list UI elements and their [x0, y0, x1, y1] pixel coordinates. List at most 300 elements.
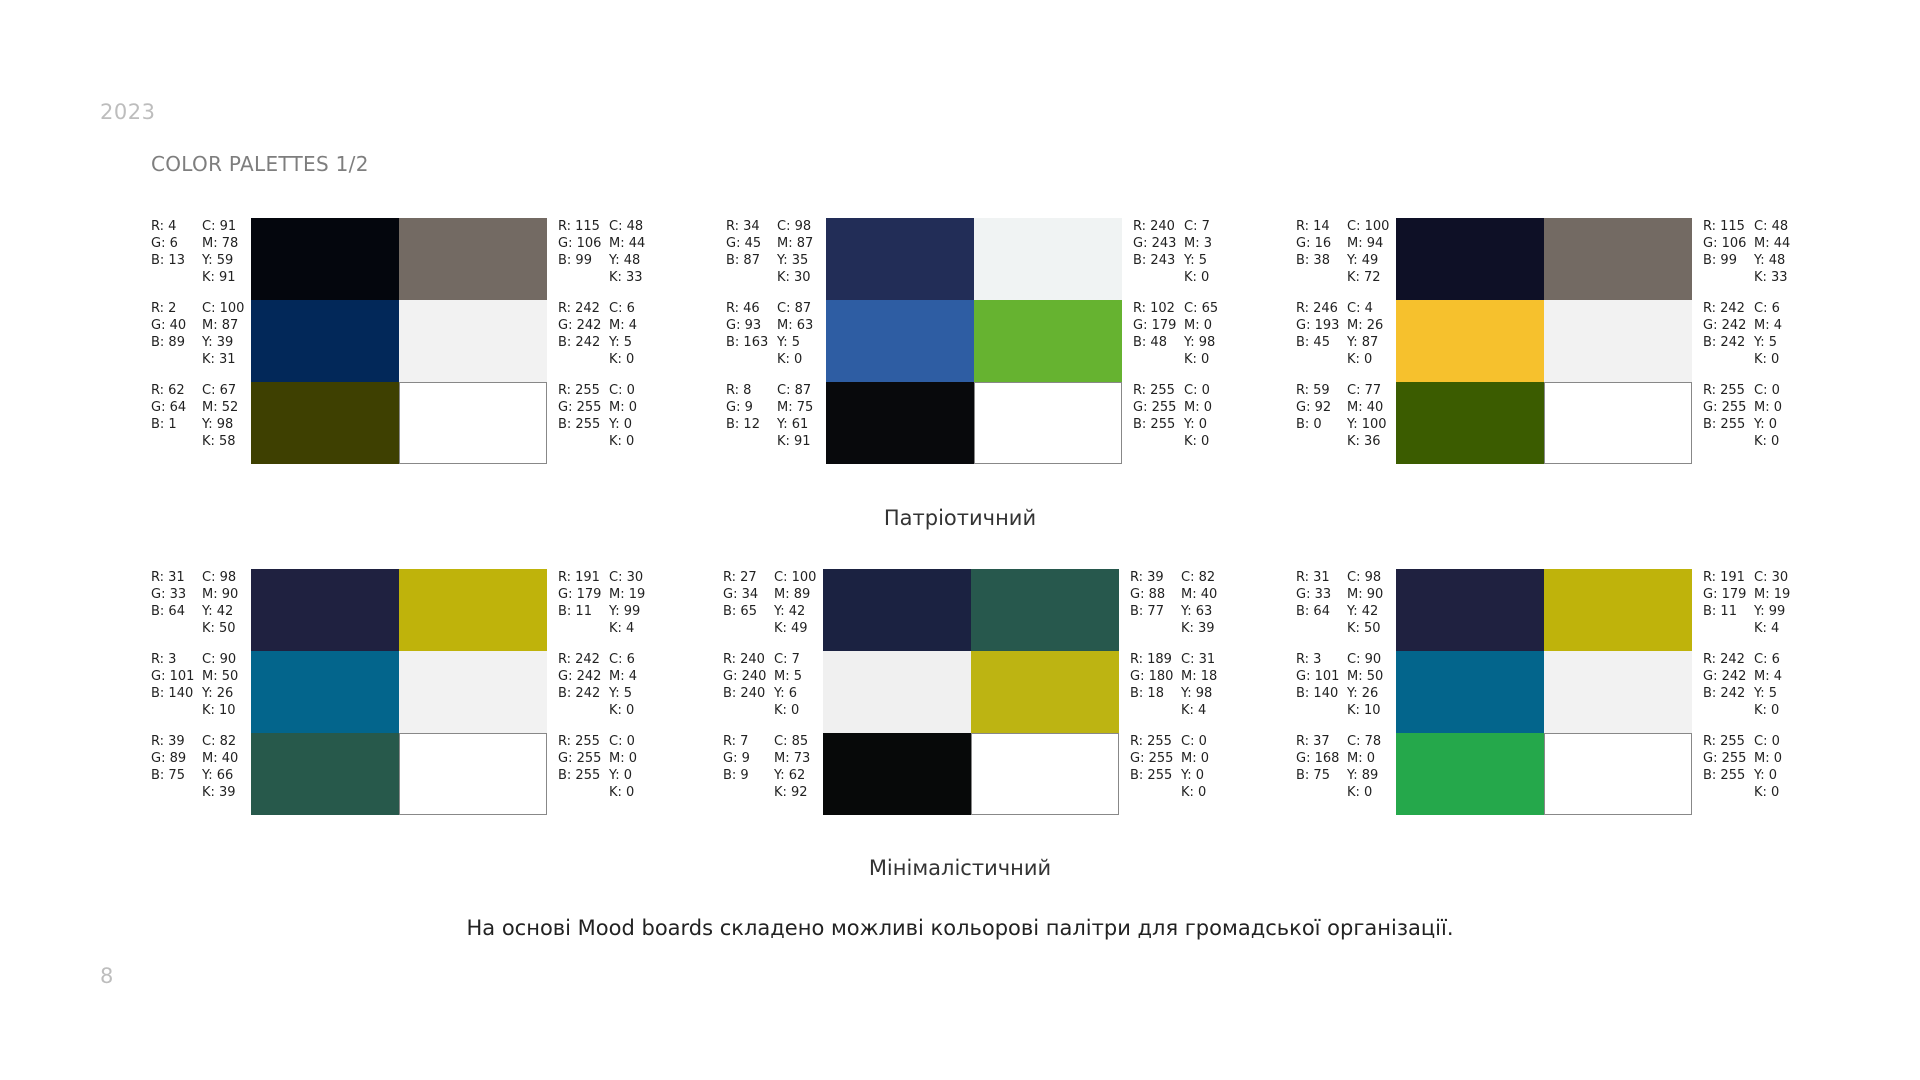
rgb-value: R: 255 [1703, 383, 1745, 398]
rgb-value: B: 89 [151, 335, 185, 350]
rgb-value: G: 93 [726, 318, 762, 333]
cmyk-value: Y: 87 [1347, 335, 1379, 350]
cmyk-values [1347, 651, 1383, 719]
cmyk-value: K: 10 [1347, 703, 1381, 718]
cmyk-value: K: 92 [774, 785, 808, 800]
rgb-value: B: 64 [1296, 604, 1330, 619]
cmyk-value: M: 0 [609, 751, 637, 766]
rgb-value: B: 255 [1130, 768, 1173, 783]
color-swatch [399, 382, 547, 464]
rgb-values [1703, 569, 1746, 620]
palette-4 [151, 569, 670, 817]
cmyk-values [774, 733, 810, 801]
cmyk-values [609, 218, 645, 286]
cmyk-value: K: 50 [202, 621, 236, 636]
rgb-value: B: 255 [558, 417, 601, 432]
cmyk-value: C: 6 [1754, 652, 1780, 667]
rgb-value: R: 46 [726, 301, 760, 316]
rgb-values [1703, 218, 1746, 269]
rgb-value: B: 240 [723, 686, 766, 701]
rgb-values [1703, 300, 1746, 351]
color-swatch [1396, 218, 1544, 300]
rgb-value: R: 255 [1703, 734, 1745, 749]
rgb-values [1133, 300, 1176, 351]
rgb-value: G: 106 [1703, 236, 1747, 251]
rgb-value: B: 64 [151, 604, 185, 619]
cmyk-value: C: 100 [774, 570, 817, 585]
cmyk-value: K: 10 [202, 703, 236, 718]
color-swatch [826, 300, 974, 382]
rgb-value: B: 255 [1133, 417, 1176, 432]
cmyk-value: K: 31 [202, 352, 236, 367]
rgb-value: G: 9 [723, 751, 750, 766]
rgb-value: R: 102 [1133, 301, 1175, 316]
rgb-value: G: 255 [558, 400, 602, 415]
rgb-value: B: 12 [726, 417, 760, 432]
cmyk-value: K: 0 [1184, 434, 1210, 449]
cmyk-value: M: 0 [1754, 751, 1782, 766]
rgb-value: R: 255 [558, 383, 600, 398]
cmyk-value: Y: 5 [609, 335, 632, 350]
rgb-value: R: 242 [1703, 652, 1745, 667]
rgb-value: G: 255 [1133, 400, 1177, 415]
cmyk-value: K: 58 [202, 434, 236, 449]
cmyk-value: Y: 42 [1347, 604, 1379, 619]
cmyk-value: C: 48 [1754, 219, 1789, 234]
rgb-value: B: 45 [1296, 335, 1330, 350]
rgb-value: G: 101 [1296, 669, 1340, 684]
rgb-value: R: 59 [1296, 383, 1330, 398]
color-swatch [1544, 651, 1692, 733]
cmyk-values [1754, 300, 1782, 368]
palette-1 [151, 218, 670, 466]
rgb-values [723, 569, 758, 620]
cmyk-value: M: 19 [1754, 587, 1791, 602]
rgb-value: R: 62 [151, 383, 185, 398]
rgb-value: R: 191 [558, 570, 600, 585]
color-swatch [826, 382, 974, 464]
rgb-value: G: 106 [558, 236, 602, 251]
color-swatch [1396, 651, 1544, 733]
cmyk-values [1184, 300, 1218, 368]
rgb-value: G: 242 [558, 669, 602, 684]
rgb-value: G: 193 [1296, 318, 1340, 333]
cmyk-value: C: 87 [777, 301, 812, 316]
cmyk-values [1347, 569, 1383, 637]
cmyk-value: Y: 5 [1184, 253, 1207, 268]
cmyk-value: C: 6 [1754, 301, 1780, 316]
cmyk-value: Y: 98 [1181, 686, 1213, 701]
cmyk-value: Y: 26 [1347, 686, 1379, 701]
rgb-value: R: 240 [723, 652, 765, 667]
cmyk-value: C: 6 [609, 652, 635, 667]
cmyk-value: K: 0 [774, 703, 800, 718]
color-swatch [399, 733, 547, 815]
cmyk-value: K: 39 [1181, 621, 1215, 636]
rgb-value: G: 255 [1703, 400, 1747, 415]
cmyk-value: Y: 5 [609, 686, 632, 701]
cmyk-value: K: 50 [1347, 621, 1381, 636]
color-swatch [971, 733, 1119, 815]
rgb-value: G: 255 [1703, 751, 1747, 766]
cmyk-value: M: 18 [1181, 669, 1218, 684]
rgb-value: G: 101 [151, 669, 195, 684]
cmyk-values [202, 733, 238, 801]
rgb-values [1296, 382, 1331, 433]
rgb-value: B: 242 [558, 335, 601, 350]
cmyk-value: M: 4 [609, 669, 637, 684]
rgb-values [1130, 569, 1165, 620]
rgb-value: R: 255 [558, 734, 600, 749]
cmyk-value: K: 4 [1181, 703, 1207, 718]
cmyk-value: K: 49 [774, 621, 808, 636]
cmyk-value: K: 36 [1347, 434, 1381, 449]
cmyk-value: K: 91 [777, 434, 811, 449]
rgb-values [726, 382, 760, 433]
cmyk-value: C: 0 [1754, 383, 1780, 398]
cmyk-value: Y: 100 [1347, 417, 1387, 432]
rgb-value: R: 242 [558, 652, 600, 667]
cmyk-value: Y: 99 [609, 604, 641, 619]
cmyk-value: C: 90 [1347, 652, 1382, 667]
cmyk-values [1347, 218, 1389, 286]
rgb-value: B: 140 [1296, 686, 1339, 701]
cmyk-value: Y: 0 [1181, 768, 1204, 783]
rgb-value: G: 33 [151, 587, 187, 602]
cmyk-value: K: 33 [1754, 270, 1788, 285]
cmyk-value: Y: 0 [1184, 417, 1207, 432]
rgb-value: R: 3 [151, 652, 177, 667]
color-swatch [1544, 382, 1692, 464]
color-swatch [399, 300, 547, 382]
rgb-values [558, 733, 601, 784]
cmyk-value: K: 4 [1754, 621, 1780, 636]
palette-2 [726, 218, 1245, 466]
rgb-values [1296, 733, 1339, 784]
color-swatch [251, 569, 399, 651]
rgb-values [1296, 651, 1339, 702]
cmyk-value: C: 77 [1347, 383, 1382, 398]
rgb-values [151, 569, 186, 620]
palette-6 [1296, 569, 1815, 817]
rgb-value: B: 0 [1296, 417, 1322, 432]
cmyk-value: M: 4 [1754, 669, 1782, 684]
cmyk-value: M: 40 [1181, 587, 1218, 602]
cmyk-value: K: 0 [1754, 703, 1780, 718]
color-swatch [823, 651, 971, 733]
year-label: 2023 [100, 100, 156, 124]
page-number: 8 [100, 964, 114, 988]
cmyk-value: Y: 62 [774, 768, 806, 783]
cmyk-value: C: 82 [202, 734, 237, 749]
cmyk-value: Y: 35 [777, 253, 809, 268]
cmyk-value: Y: 26 [202, 686, 234, 701]
cmyk-value: C: 85 [774, 734, 809, 749]
rgb-value: B: 140 [151, 686, 194, 701]
rgb-values [151, 218, 185, 269]
rgb-value: G: 40 [151, 318, 187, 333]
rgb-value: R: 242 [558, 301, 600, 316]
cmyk-values [1754, 218, 1790, 286]
cmyk-value: M: 0 [1754, 400, 1782, 415]
cmyk-values [1347, 733, 1381, 801]
cmyk-value: Y: 39 [202, 335, 234, 350]
rgb-value: R: 191 [1703, 570, 1745, 585]
cmyk-value: C: 98 [202, 570, 237, 585]
rgb-values [1296, 300, 1339, 351]
cmyk-value: C: 100 [202, 301, 245, 316]
cmyk-value: K: 4 [609, 621, 635, 636]
rgb-value: G: 45 [726, 236, 762, 251]
cmyk-value: C: 65 [1184, 301, 1219, 316]
cmyk-values [777, 382, 813, 450]
cmyk-value: M: 50 [202, 669, 239, 684]
rgb-value: R: 246 [1296, 301, 1338, 316]
cmyk-value: Y: 0 [1754, 417, 1777, 432]
rgb-value: B: 18 [1130, 686, 1164, 701]
cmyk-value: C: 98 [777, 219, 812, 234]
rgb-values [151, 733, 186, 784]
cmyk-value: K: 30 [777, 270, 811, 285]
cmyk-value: C: 78 [1347, 734, 1382, 749]
rgb-value: G: 242 [558, 318, 602, 333]
rgb-value: B: 75 [151, 768, 185, 783]
rgb-value: G: 179 [558, 587, 602, 602]
cmyk-value: M: 40 [202, 751, 239, 766]
rgb-value: R: 3 [1296, 652, 1322, 667]
cmyk-values [202, 382, 238, 450]
color-swatch [251, 218, 399, 300]
cmyk-value: K: 0 [609, 785, 635, 800]
rgb-values [558, 569, 601, 620]
color-swatch [823, 733, 971, 815]
color-swatch [823, 569, 971, 651]
rgb-value: B: 13 [151, 253, 185, 268]
rgb-value: B: 65 [723, 604, 757, 619]
cmyk-value: Y: 66 [202, 768, 234, 783]
cmyk-values [1347, 300, 1383, 368]
cmyk-values [202, 569, 238, 637]
rgb-value: B: 255 [1703, 417, 1746, 432]
rgb-values [151, 382, 186, 433]
color-swatch [1396, 300, 1544, 382]
page-title: COLOR PALETTES 1/2 [151, 152, 369, 176]
cmyk-value: C: 6 [609, 301, 635, 316]
rgb-value: B: 99 [1703, 253, 1737, 268]
cmyk-value: K: 0 [1754, 785, 1780, 800]
cmyk-value: Y: 0 [609, 417, 632, 432]
color-swatch [1396, 382, 1544, 464]
cmyk-value: M: 87 [777, 236, 814, 251]
color-swatch [399, 569, 547, 651]
rgb-value: G: 242 [1703, 669, 1747, 684]
cmyk-values [1754, 733, 1782, 801]
rgb-value: R: 8 [726, 383, 752, 398]
rgb-values [558, 218, 601, 269]
cmyk-value: C: 100 [1347, 219, 1390, 234]
rgb-value: R: 14 [1296, 219, 1330, 234]
rgb-values [558, 382, 601, 433]
cmyk-values [1181, 569, 1217, 637]
color-swatch [399, 218, 547, 300]
rgb-value: G: 179 [1703, 587, 1747, 602]
cmyk-value: M: 63 [777, 318, 814, 333]
cmyk-values [609, 300, 637, 368]
cmyk-value: Y: 6 [774, 686, 797, 701]
cmyk-value: Y: 49 [1347, 253, 1379, 268]
cmyk-value: Y: 5 [1754, 335, 1777, 350]
rgb-value: B: 242 [558, 686, 601, 701]
cmyk-value: K: 0 [1184, 352, 1210, 367]
palette-3 [1296, 218, 1815, 466]
cmyk-value: Y: 48 [1754, 253, 1786, 268]
rgb-value: G: 33 [1296, 587, 1332, 602]
rgb-value: G: 255 [558, 751, 602, 766]
color-swatch [251, 651, 399, 733]
cmyk-values [1754, 382, 1782, 450]
color-swatch [251, 382, 399, 464]
cmyk-values [1181, 733, 1209, 801]
cmyk-value: K: 0 [1347, 785, 1373, 800]
caption-text: На основі Mood boards складено можливі кольорові палітри для громадської організації. [466, 916, 1454, 940]
cmyk-value: C: 82 [1181, 570, 1216, 585]
rgb-values [1130, 651, 1173, 702]
cmyk-value: C: 0 [1184, 383, 1210, 398]
cmyk-value: C: 30 [609, 570, 644, 585]
cmyk-value: Y: 59 [202, 253, 234, 268]
rgb-value: G: 179 [1133, 318, 1177, 333]
color-swatch [974, 300, 1122, 382]
color-swatch [1544, 569, 1692, 651]
cmyk-value: M: 89 [774, 587, 811, 602]
cmyk-values [1754, 569, 1790, 637]
cmyk-value: C: 98 [1347, 570, 1382, 585]
rgb-value: R: 115 [1703, 219, 1745, 234]
rgb-values [726, 218, 761, 269]
cmyk-value: M: 50 [1347, 669, 1384, 684]
cmyk-value: M: 0 [1347, 751, 1375, 766]
color-swatch [399, 651, 547, 733]
cmyk-value: K: 0 [609, 703, 635, 718]
section-label-patriotic: Патріотичний [883, 506, 1037, 530]
rgb-value: G: 243 [1133, 236, 1177, 251]
rgb-value: R: 4 [151, 219, 177, 234]
cmyk-value: Y: 98 [1184, 335, 1216, 350]
cmyk-value: M: 44 [1754, 236, 1791, 251]
cmyk-value: Y: 99 [1754, 604, 1786, 619]
cmyk-value: C: 7 [774, 652, 800, 667]
rgb-values [151, 651, 194, 702]
cmyk-value: K: 0 [1347, 352, 1373, 367]
rgb-value: B: 77 [1130, 604, 1164, 619]
rgb-value: R: 37 [1296, 734, 1330, 749]
cmyk-value: M: 78 [202, 236, 239, 251]
cmyk-value: M: 5 [774, 669, 802, 684]
cmyk-value: Y: 42 [774, 604, 806, 619]
cmyk-value: C: 4 [1347, 301, 1373, 316]
rgb-value: R: 7 [723, 734, 749, 749]
rgb-value: R: 240 [1133, 219, 1175, 234]
cmyk-values [609, 651, 637, 719]
rgb-values [723, 733, 750, 784]
cmyk-values [1184, 218, 1212, 286]
rgb-value: B: 11 [1703, 604, 1737, 619]
cmyk-value: K: 0 [1181, 785, 1207, 800]
cmyk-values [1181, 651, 1217, 719]
cmyk-value: C: 67 [202, 383, 237, 398]
color-swatch [971, 569, 1119, 651]
palette-5 [723, 569, 1242, 817]
cmyk-values [1754, 651, 1782, 719]
cmyk-value: M: 73 [774, 751, 811, 766]
rgb-values [151, 300, 186, 351]
cmyk-value: Y: 98 [202, 417, 234, 432]
rgb-value: R: 27 [723, 570, 757, 585]
rgb-values [1703, 382, 1746, 433]
rgb-value: R: 2 [151, 301, 177, 316]
cmyk-value: M: 90 [202, 587, 239, 602]
cmyk-value: K: 91 [202, 270, 236, 285]
rgb-value: R: 31 [151, 570, 185, 585]
rgb-value: B: 1 [151, 417, 177, 432]
cmyk-value: C: 7 [1184, 219, 1210, 234]
color-swatch [971, 651, 1119, 733]
rgb-value: R: 189 [1130, 652, 1172, 667]
color-swatch [974, 218, 1122, 300]
rgb-value: B: 255 [558, 768, 601, 783]
rgb-values [723, 651, 766, 702]
color-swatch [1544, 733, 1692, 815]
rgb-value: R: 255 [1133, 383, 1175, 398]
cmyk-values [202, 651, 238, 719]
cmyk-values [202, 300, 244, 368]
rgb-values [1703, 733, 1746, 784]
cmyk-value: C: 90 [202, 652, 237, 667]
rgb-value: G: 64 [151, 400, 187, 415]
rgb-value: G: 255 [1130, 751, 1174, 766]
rgb-value: B: 99 [558, 253, 592, 268]
rgb-value: G: 240 [723, 669, 767, 684]
cmyk-values [202, 218, 238, 286]
cmyk-value: K: 0 [1754, 352, 1780, 367]
color-swatch [826, 218, 974, 300]
cmyk-value: M: 0 [609, 400, 637, 415]
rgb-value: B: 48 [1133, 335, 1167, 350]
rgb-value: R: 34 [726, 219, 760, 234]
cmyk-values [774, 651, 802, 719]
rgb-value: B: 242 [1703, 686, 1746, 701]
rgb-value: B: 11 [558, 604, 592, 619]
color-swatch [1396, 733, 1544, 815]
rgb-value: G: 34 [723, 587, 759, 602]
rgb-value: G: 242 [1703, 318, 1747, 333]
rgb-values [1296, 218, 1331, 269]
cmyk-value: M: 87 [202, 318, 239, 333]
cmyk-value: M: 0 [1181, 751, 1209, 766]
rgb-values [1133, 382, 1176, 433]
color-swatch [974, 382, 1122, 464]
cmyk-value: Y: 0 [609, 768, 632, 783]
cmyk-value: M: 94 [1347, 236, 1384, 251]
rgb-value: R: 255 [1130, 734, 1172, 749]
cmyk-values [609, 569, 645, 637]
color-swatch [1544, 218, 1692, 300]
rgb-value: G: 92 [1296, 400, 1332, 415]
rgb-value: B: 38 [1296, 253, 1330, 268]
rgb-value: G: 16 [1296, 236, 1332, 251]
cmyk-value: Y: 61 [777, 417, 809, 432]
cmyk-values [777, 300, 813, 368]
